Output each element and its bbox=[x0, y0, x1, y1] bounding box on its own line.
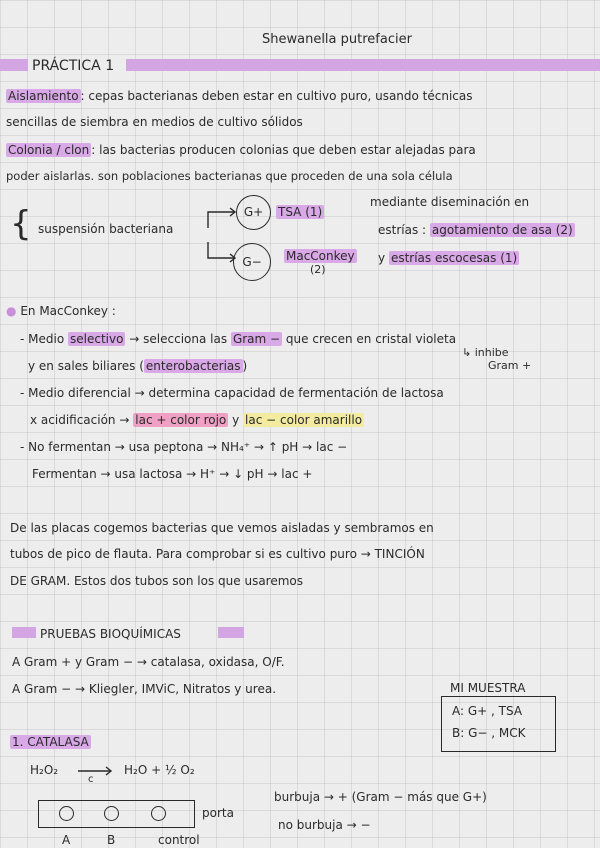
estrias-escocesas-label: estrías escocesas (1) bbox=[390, 251, 518, 265]
maccon-item-1 bbox=[20, 331, 456, 347]
reaction-product: H₂O + ½ O₂ bbox=[124, 763, 195, 777]
slide-label-control: control bbox=[158, 833, 200, 847]
reaction-catalyst: c bbox=[88, 774, 94, 785]
tube-brace: { bbox=[10, 204, 32, 244]
dash: - bbox=[20, 386, 25, 400]
suspension-label: suspensión bacteriana bbox=[38, 222, 174, 236]
maccon-item-5 bbox=[20, 439, 347, 455]
estrias-row bbox=[378, 222, 575, 238]
colonia-line-1 bbox=[6, 142, 476, 158]
item-text: ) bbox=[242, 359, 248, 373]
aislamiento-text: : cepas bacterianas deben estar en cultivo puro, usando técnicas bbox=[80, 89, 473, 103]
pruebas-band-left bbox=[12, 627, 36, 638]
paragraph-line-2: tubos de pico de flauta. Para comprobar si es cultivo puro → TINCIÓN bbox=[10, 547, 425, 561]
lac-plus-highlight: lac + color rojo bbox=[135, 413, 227, 427]
item-text: No fermentan → usa peptona → NH₄⁺ → ↑ pH → lac − bbox=[28, 440, 348, 454]
catalasa-title bbox=[10, 734, 91, 750]
maccon-item-2 bbox=[28, 358, 247, 374]
drop-circle-b bbox=[104, 806, 119, 821]
inhibe-note: ↳ inhibe bbox=[462, 346, 509, 359]
agotamiento-label: agotamiento de asa (2) bbox=[431, 223, 573, 237]
slide-label-a: A bbox=[62, 833, 71, 847]
title-band-left bbox=[0, 59, 28, 71]
maccon-text: MacConkey bbox=[286, 249, 355, 263]
lac-minus-highlight: lac − color amarillo bbox=[245, 413, 363, 427]
dash: - bbox=[20, 332, 25, 346]
catalasa-title-text: 1. CATALASA bbox=[12, 735, 89, 749]
gram-plus-note: Gram + bbox=[488, 359, 532, 372]
drop-circle-control bbox=[151, 806, 166, 821]
aislamiento-term: Aislamiento bbox=[8, 89, 79, 103]
porta-slide bbox=[38, 800, 195, 828]
aislamiento-line-1 bbox=[6, 88, 473, 104]
mi-muestra-label: MI MUESTRA bbox=[450, 681, 526, 695]
maccon-item-4 bbox=[30, 412, 364, 428]
item-text: Medio diferencial → determina capacidad de fermentación de lactosa bbox=[28, 386, 444, 400]
item-text: x acidificación → bbox=[30, 413, 130, 427]
paragraph-line-3: DE GRAM. Estos dos tubos son los que usaremos bbox=[10, 574, 304, 588]
gram-negative-circle: G− bbox=[233, 243, 271, 281]
estrias-label: estrías : bbox=[378, 223, 427, 237]
header-note: Shewanella putrefacier bbox=[262, 32, 412, 47]
pruebas-line-2: A Gram − → Kliegler, IMViC, Nitratos y urea. bbox=[12, 682, 277, 696]
pruebas-title: PRUEBAS BIOQUÍMICAS bbox=[40, 627, 181, 641]
porta-label: porta bbox=[202, 806, 234, 820]
title-band-right bbox=[126, 59, 600, 71]
selectivo-highlight: selectivo bbox=[70, 332, 124, 346]
mi-muestra-box bbox=[441, 696, 556, 752]
estrias-escocesas-row bbox=[378, 250, 519, 266]
colonia-text: : las bacterias producen colonias que deben estar alejadas para bbox=[91, 143, 476, 157]
slide-label-b: B bbox=[107, 833, 116, 847]
enterobacterias-highlight: enterobacterias bbox=[145, 359, 241, 373]
colonia-line-2: poder aislarlas. son poblaciones bacterianas que proceden de una sola célula bbox=[6, 169, 453, 183]
item-text: y en sales biliares ( bbox=[28, 359, 144, 373]
tsa-text: TSA (1) bbox=[278, 205, 323, 219]
maccon-bullet-text: En MacConkey : bbox=[20, 304, 116, 318]
mediante-label: mediante diseminación en bbox=[370, 195, 530, 209]
aislamiento-line-2: sencillas de siembra en medios de cultivo sólidos bbox=[6, 115, 303, 129]
bullet-dot: ● bbox=[6, 304, 17, 318]
burbuja-positive: burbuja → + (Gram − más que G+) bbox=[274, 790, 487, 804]
muestra-a: A: G+ , TSA bbox=[452, 704, 523, 718]
item-text: y bbox=[232, 413, 240, 427]
reaction-arrow bbox=[76, 762, 116, 786]
colonia-term: Colonia / clon bbox=[8, 143, 90, 157]
gram-positive-circle: G+ bbox=[236, 195, 271, 230]
item-text: Medio bbox=[28, 332, 65, 346]
maccon-item-3 bbox=[20, 385, 444, 401]
pruebas-band-right bbox=[218, 627, 244, 638]
dash: - bbox=[20, 440, 25, 454]
reaction-reactant: H₂O₂ bbox=[30, 763, 59, 777]
item-text: que crecen en cristal violeta bbox=[285, 332, 457, 346]
maccon-item-6 bbox=[32, 466, 312, 482]
y-connector: y bbox=[378, 251, 386, 265]
tsa-label bbox=[276, 204, 324, 220]
item-text: → selecciona las bbox=[129, 332, 228, 346]
item-text: Fermentan → usa lactosa → H⁺ → ↓ pH → lac + bbox=[32, 467, 313, 481]
pruebas-line-1: A Gram + y Gram − → catalasa, oxidasa, O/F. bbox=[12, 655, 285, 669]
gram-negative-highlight: Gram − bbox=[232, 332, 281, 346]
practice-title: PRÁCTICA 1 bbox=[32, 58, 115, 74]
muestra-b: B: G− , MCK bbox=[452, 726, 526, 740]
paragraph-line-1: De las placas cogemos bacterias que vemos aisladas y sembramos en bbox=[10, 521, 434, 535]
maccon-bullet bbox=[6, 303, 116, 319]
burbuja-negative: no burbuja → − bbox=[278, 818, 371, 832]
drop-circle-a bbox=[59, 806, 74, 821]
maccon-number: (2) bbox=[310, 263, 326, 276]
